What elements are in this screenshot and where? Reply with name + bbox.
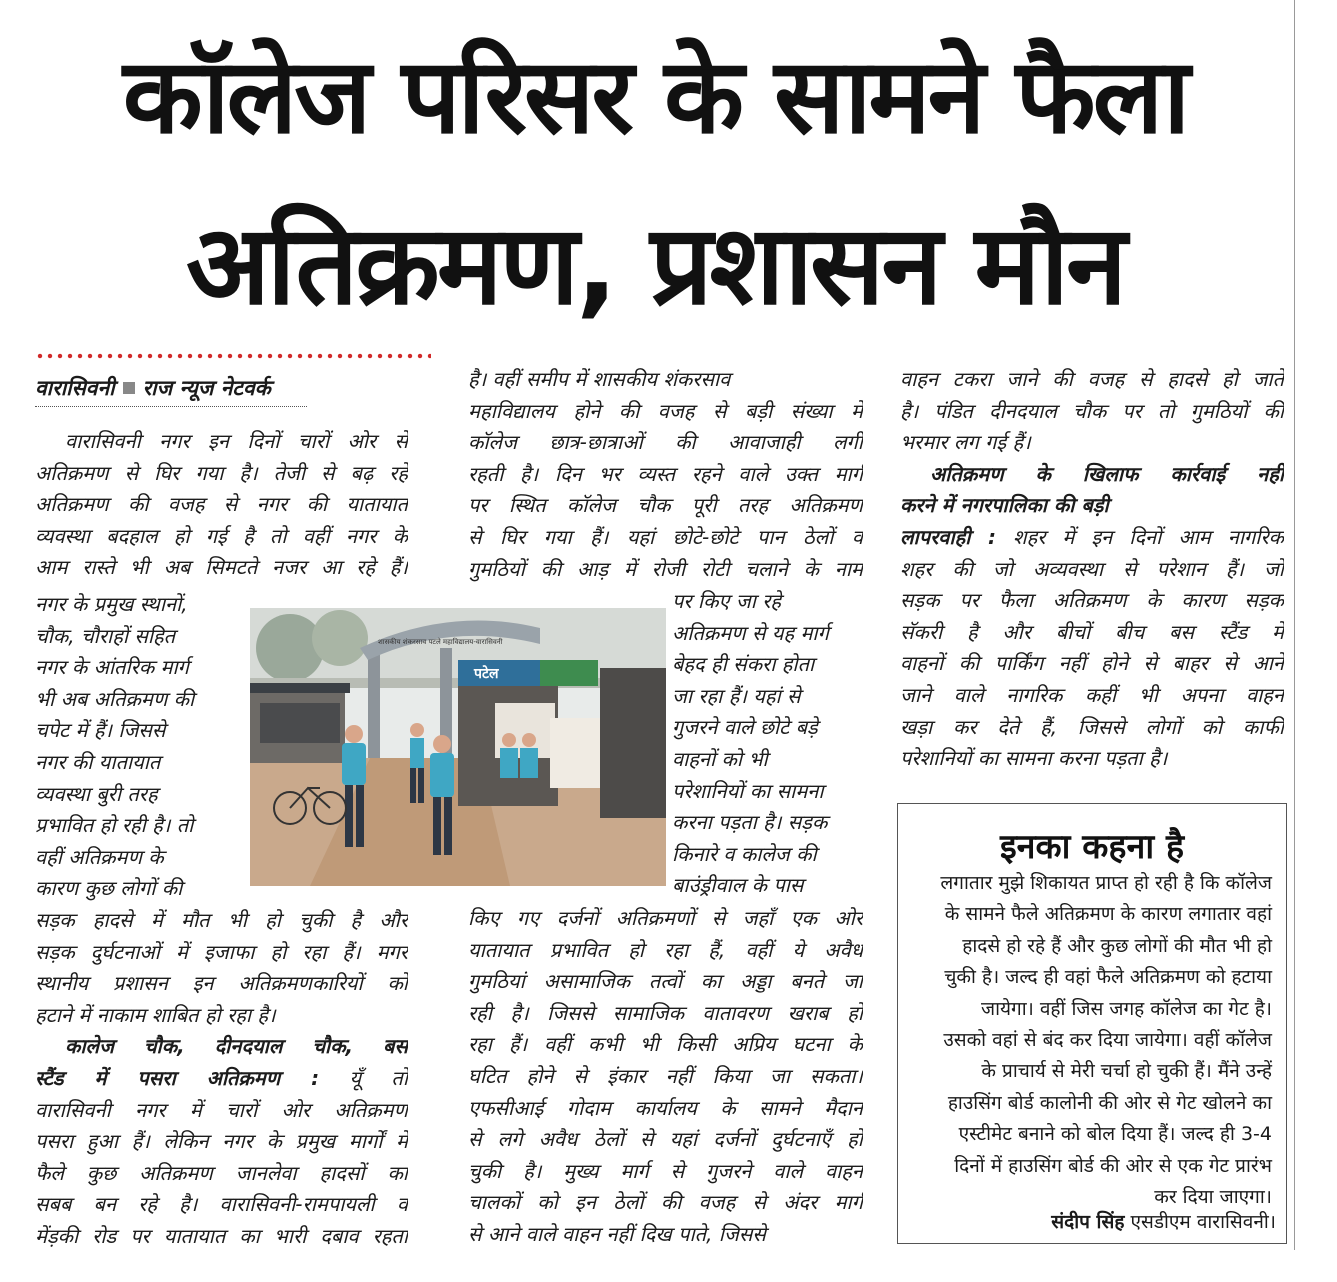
text-line: किए गए दर्जनों अतिक्रमणों से जहाँ एक ओर <box>468 906 863 930</box>
shop-sign: पटेल <box>474 666 499 682</box>
column-2-intro <box>468 364 863 585</box>
text-line: खड़ा कर देते हैं, जिससे लोगों को काफी <box>900 714 1284 739</box>
quote-name: संदीप सिंह <box>1051 1211 1125 1233</box>
text-line: वारासिवनी नगर में चारों ओर अतिक्रमण <box>35 1097 408 1122</box>
text-line: परेशानियों का सामना करना पड़ता है। <box>900 746 1168 771</box>
column-1-wrap <box>35 589 232 905</box>
column-3-intro <box>900 364 1284 775</box>
text-line: नगर की यातायात <box>35 749 161 774</box>
text-line: स्थानीय प्रशासन इन अतिक्रमणकारियों को <box>35 971 408 996</box>
text-line: वाहनों की पार्किंग नहीं होने से बाहर से आने <box>900 651 1284 676</box>
column-2-continued <box>468 903 863 1251</box>
street-photo <box>250 608 666 886</box>
text-line: वाहनों को भी <box>672 746 768 771</box>
text-line: है। पंडित दीनदयाल चौक पर तो गुमठियों की <box>900 398 1284 423</box>
text-line: रहती है। दिन भर व्यस्त रहने वाले उक्त मार्ग <box>468 461 863 486</box>
text-line: व्यवस्था बदहाल हो गई है तो वहीं नगर के <box>35 523 408 548</box>
text-line: परेशानियों का सामना <box>672 778 824 803</box>
text-line: वहीं अतिक्रमण के <box>35 844 164 869</box>
gate-sign: शासकीय शंकरसाव पटले महाविद्यालय-वारासिवनी <box>378 638 503 646</box>
text-line: शहर की जो अव्यवस्था से परेशान हैं। जो <box>900 556 1284 581</box>
text-line: गुमठियां असामाजिक तत्वों का अड्डा बनते जा <box>468 969 863 994</box>
quote-line: हाउसिंग बोर्ड कालोनी की ओर से गेट खोलने का <box>947 1091 1272 1114</box>
text-line: सड़क पर फैला अतिक्रमण के कारण सड़क <box>900 588 1284 613</box>
column-1-continued <box>35 905 408 1253</box>
text-line: चुकी है। मुख्य मार्ग से गुजरने वाले वाहन <box>468 1158 863 1183</box>
quote-box <box>897 803 1287 1244</box>
text-line: अतिक्रमण से घिर गया है। तेजी से बढ़ रहे <box>35 460 408 485</box>
text-line: भी अब अतिक्रमण की <box>35 686 195 711</box>
quote-signature <box>1051 1208 1276 1234</box>
quote-line: हादसे हो रहे हैं और कुछ लोगों की मौत भी हो <box>962 934 1272 957</box>
text-line: महाविद्यालय होने की वजह से बड़ी संख्या में <box>468 398 863 423</box>
text-line: वाहन टकरा जाने की वजह से हादसे हो जाते <box>900 367 1284 391</box>
text-line: से घिर गया हैं। यहां छोटे-छोटे पान ठेलों व <box>468 524 863 549</box>
text-line: चपेट में हैं। जिससे <box>35 718 166 743</box>
column-2-wrap <box>672 586 864 902</box>
text-line: मेंड़की रोड पर यातायात का भारी दबाव रहता <box>35 1223 408 1248</box>
text-line: पर किए जा रहे <box>672 589 782 613</box>
quote-body <box>912 868 1272 1213</box>
text-line: यातायात प्रभावित हो रहा हैं, वहीं ये अवैध <box>468 937 863 962</box>
text-line: अतिक्रमण की वजह से नगर की यातायात <box>35 492 408 517</box>
text-line: भरमार लग गई हैं। <box>900 430 1031 455</box>
text-line: चालकों को इन ठेलों की वजह से अंदर मार्ग <box>468 1190 863 1215</box>
byline-place: वारासिवनी <box>35 376 115 400</box>
text-line: सबब बन रहे है। वारासिवनी-रामपायली व <box>35 1192 408 1217</box>
byline <box>35 374 307 407</box>
text-line: रहा हैं। वहीं कभी भी किसी अप्रिय घटना के <box>468 1032 863 1057</box>
text-line: सड़क दुर्घटनाओं में इजाफा हो रहा हैं। मगर <box>35 939 408 964</box>
quote-title: इनका कहना है <box>999 827 1185 867</box>
text-line: बाउंड्रीवाल के पास <box>672 873 804 898</box>
text-line: गुजरने वाले छोटे बड़े <box>672 715 818 740</box>
byline-square-icon <box>123 382 135 394</box>
column-1-intro <box>35 426 408 584</box>
text-line: वारासिवनी नगर इन दिनों चारों ओर से <box>65 429 408 453</box>
text-fragment: शहर में इन दिनों आम नागरिक <box>1012 524 1284 549</box>
subheading: करने में नगरपालिका की बड़ी <box>900 493 1109 518</box>
text-line: सड़क हादसे में मौत भी हो चुकी है और <box>35 908 408 932</box>
subheading: लापरवाही : <box>900 524 996 549</box>
text-line: करना पड़ता है। सड़क <box>672 810 828 835</box>
text-line: किनारे व कालेज की <box>672 841 817 866</box>
text-line: फैले कुछ अतिक्रमण जानलेवा हादसों का <box>35 1160 408 1185</box>
dotted-divider <box>35 352 431 360</box>
subheading: स्टैंड में पसरा अतिक्रमण : <box>35 1065 320 1090</box>
text-line: जा रहा हैं। यहां से <box>672 683 801 708</box>
subheading: अतिक्रमण के खिलाफ कार्रवाई नहीं <box>930 461 1284 486</box>
street-photo-illustration <box>250 608 666 886</box>
headline-line-2: अतिक्रमण, प्रशासन मौन <box>185 201 1124 329</box>
text-line: एफसीआई गोदाम कार्यालय के सामने मैदान <box>468 1095 863 1120</box>
quote-line: जायेगा। वहीं जिस जगह कॉलेज का गेट है। <box>980 997 1272 1020</box>
quote-line: एस्टीमेट बनाने को बोल दिया हैं। जल्द ही 3-4 <box>958 1123 1272 1146</box>
headline-line-1: कॉलेज परिसर के सामने फैला <box>122 35 1188 157</box>
quote-line: कर दिया जाएगा। <box>1154 1186 1272 1209</box>
text-line: अतिक्रमण से यह मार्ग <box>672 620 829 645</box>
quote-line: लगातार मुझे शिकायत प्राप्त हो रही है कि कॉलेज <box>940 872 1272 894</box>
quote-line: उसको वहां से बंद कर दिया जायेगा। वहीं कॉलेज <box>943 1029 1272 1052</box>
text-line: कारण कुछ लोगों की <box>35 876 183 901</box>
quote-designation: एसडीएम वारासिवनी। <box>1130 1211 1276 1233</box>
quote-line: दिनों में हाउसिंग बोर्ड की ओर से एक गेट प्रारंभ <box>954 1154 1272 1177</box>
text-line: कॉलेज छात्र-छात्राओं की आवाजाही लगी <box>468 430 863 455</box>
byline-agency: राज न्यूज नेटवर्क <box>142 376 271 400</box>
text-line: सॅकरी है और बीचों बीच बस स्टैंड में <box>900 619 1284 644</box>
text-line: घटित होने से इंकार नहीं किया जा सकता। <box>468 1063 863 1088</box>
text-line: है। वहीं समीप में शासकीय शंकरसाव <box>468 367 731 391</box>
quote-line: चुकी है। जल्द ही वहां फैले अतिक्रमण को हटाया <box>944 966 1272 989</box>
text-line: प्रभावित हो रही है। तो <box>35 813 194 838</box>
text-line: से लगे अवैध ठेलों से यहां दर्जनों दुर्घटनाएँ हो <box>468 1127 863 1152</box>
text-fragment: यूँ तो <box>349 1065 408 1090</box>
text-line: पर स्थित कॉलेज चौक पूरी तरह अतिक्रमण <box>468 493 863 518</box>
quote-line: के प्राचार्य से मेरी चर्चा हो चुकी हैं। मैंने उन्हें <box>981 1060 1272 1083</box>
text-line: पसरा हुआ हैं। लेकिन नगर के प्रमुख मार्गों में <box>35 1129 408 1154</box>
quote-line: के सामने फैले अतिक्रमण के कारण लगातार वहां <box>944 903 1272 926</box>
text-line: गुमठियों की आड़ में रोजी रोटी चलाने के नाम <box>468 556 863 581</box>
subheading: कालेज चौक, दीनदयाल चौक, बस <box>65 1034 408 1059</box>
text-line: व्यवस्था बुरी तरह <box>35 781 158 806</box>
text-line: बेहद ही संकरा होता <box>672 652 815 677</box>
column-divider <box>1294 0 1295 1250</box>
text-line: नगर के प्रमुख स्थानों, <box>35 592 188 616</box>
text-line: आम रास्ते भी अब सिमटते नजर आ रहे हैं। <box>35 555 408 580</box>
text-line: रही है। जिससे सामाजिक वातावरण खराब हो <box>468 1000 863 1025</box>
text-line: जाने वाले नागरिक कहीं भी अपना वाहन <box>900 682 1284 707</box>
text-line: हटाने में नाकाम शाबित हो रहा है। <box>35 1002 276 1027</box>
text-line: चौक, चौराहों सहित <box>35 623 176 648</box>
text-line: नगर के आंतरिक मार्ग <box>35 655 189 680</box>
text-line: से आने वाले वाहन नहीं दिख पाते, जिससे <box>468 1221 766 1246</box>
